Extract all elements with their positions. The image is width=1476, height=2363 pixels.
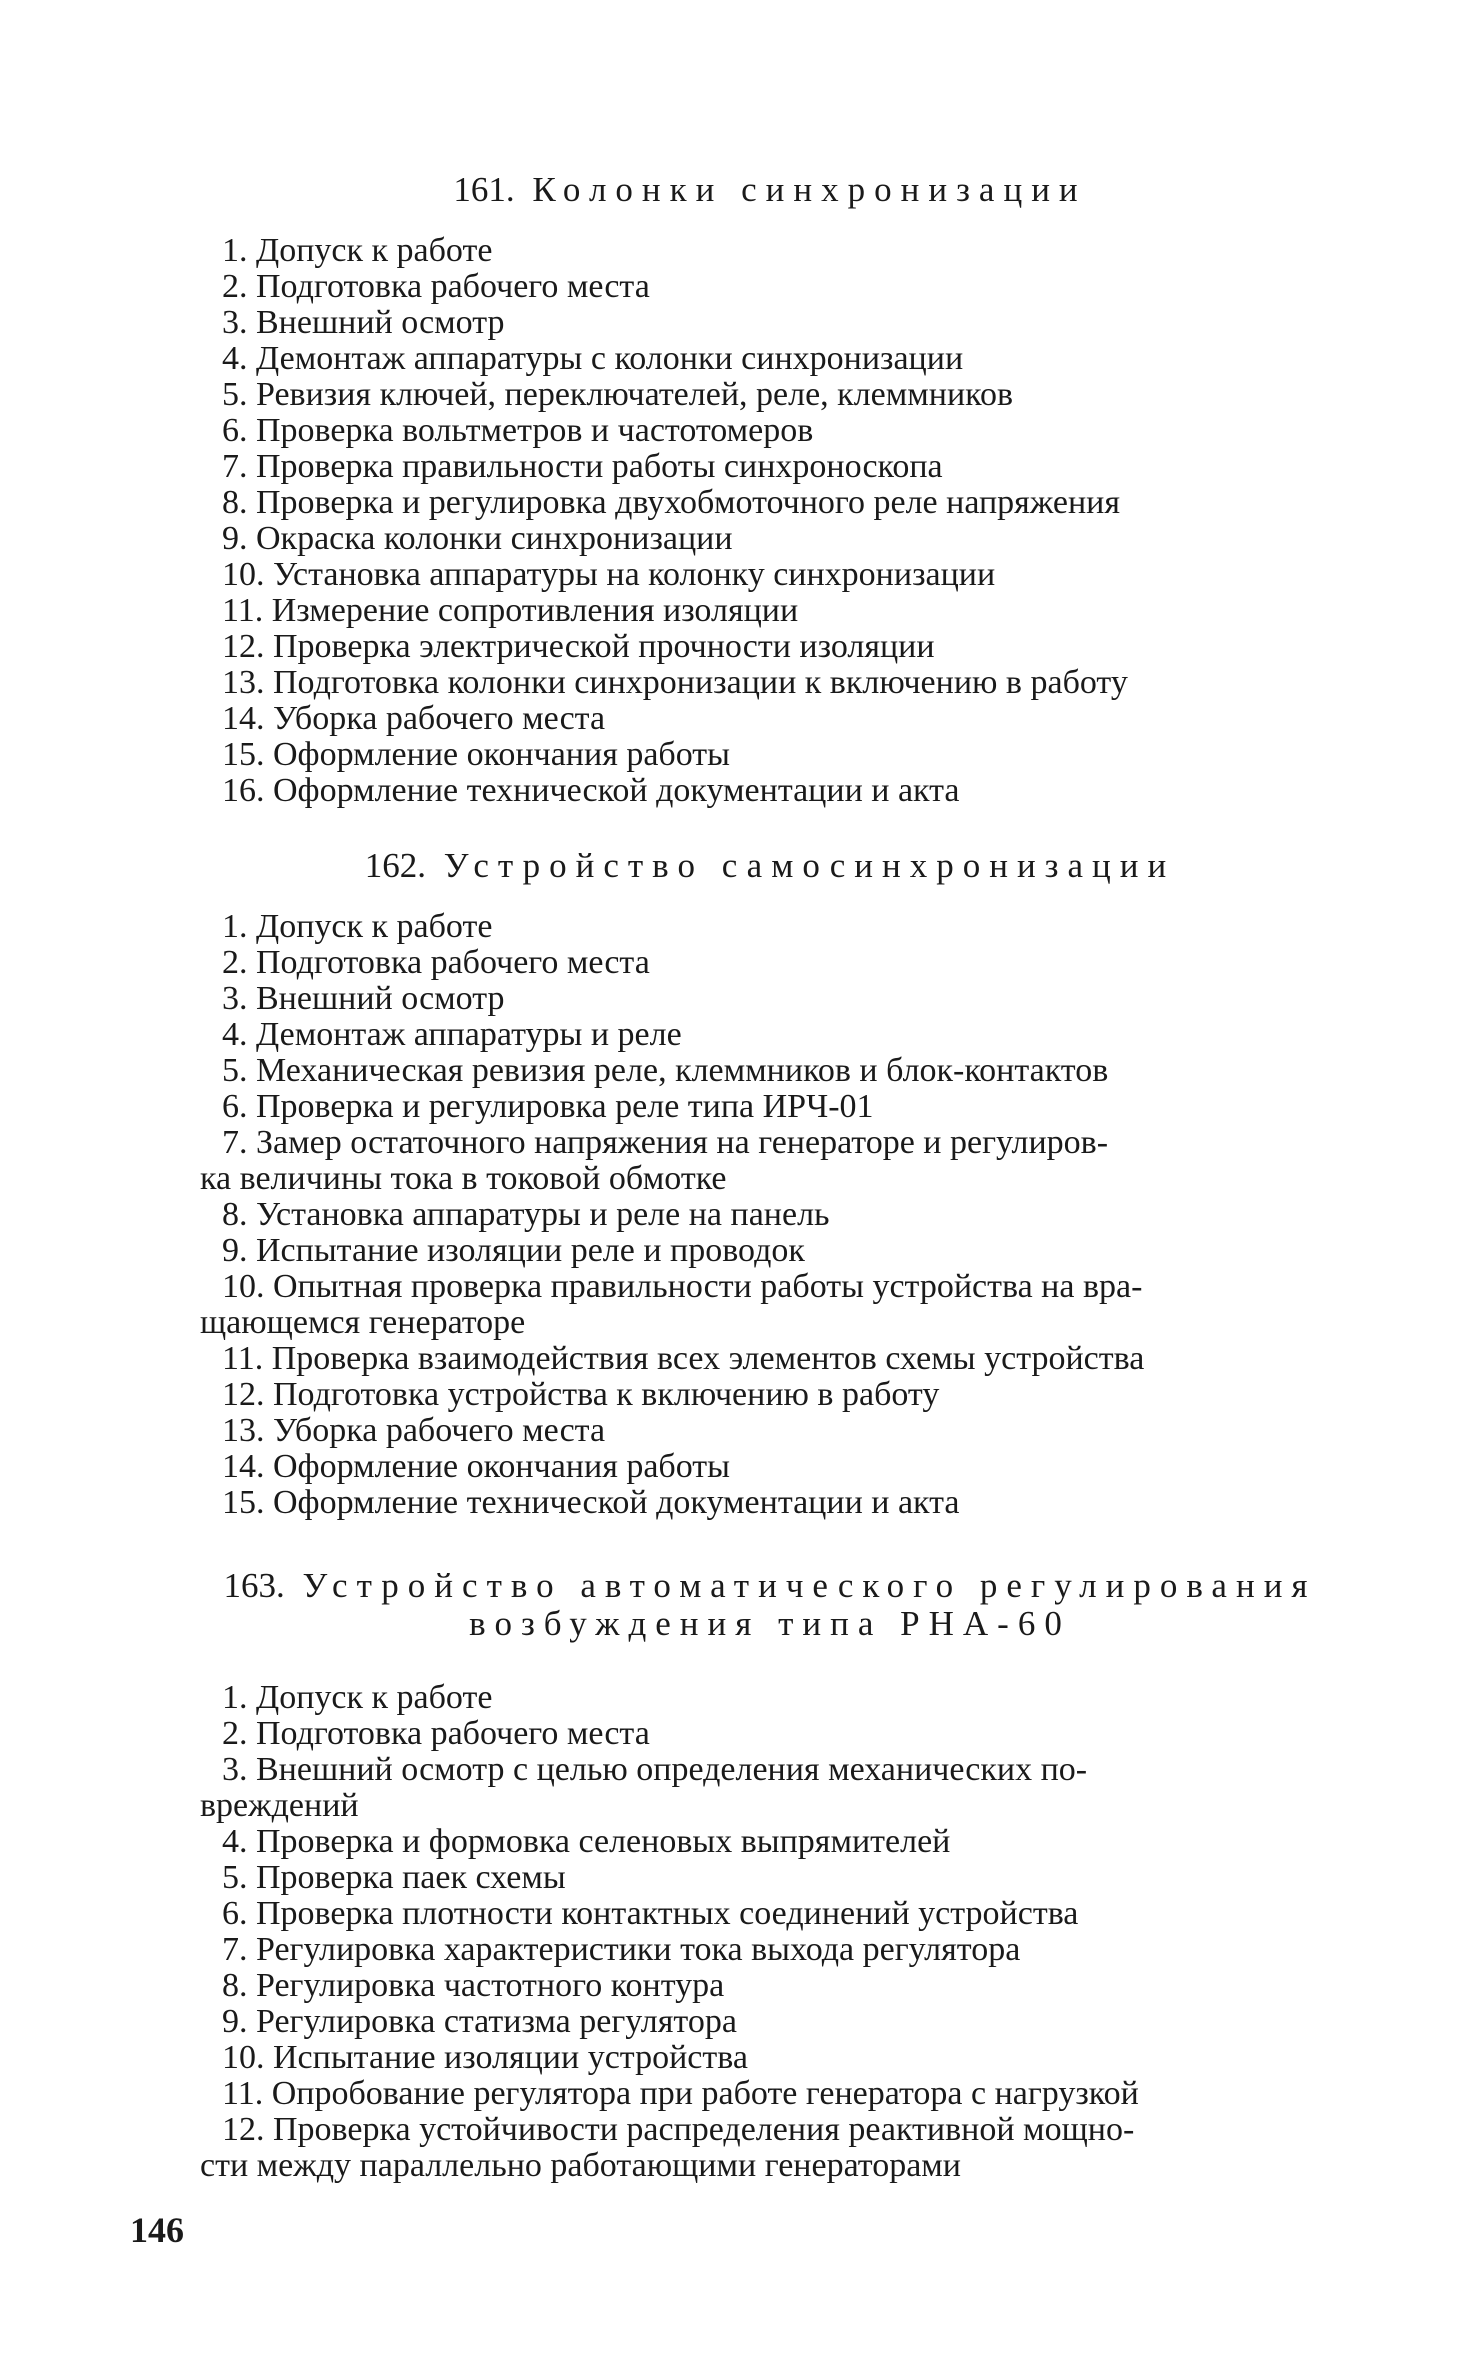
list-item: 9. Окраска колонки синхронизации [222, 520, 733, 557]
list-item-continuation: сти между параллельно работающими генераторами [200, 2147, 961, 2184]
section-title: Колонки синхронизации [532, 170, 1087, 209]
list-item: 12. Проверка устойчивости распределения реактивной мощно- [222, 2111, 1135, 2148]
list-item: 10. Опытная проверка правильности работы устройства на вра- [222, 1268, 1143, 1305]
list-item: 16. Оформление технической документации и акта [222, 772, 960, 809]
list-item: 14. Уборка рабочего места [222, 700, 606, 737]
list-item: 5. Проверка паек схемы [222, 1859, 566, 1896]
list-item: 4. Проверка и формовка селеновых выпрямителей [222, 1823, 951, 1860]
list-item: 8. Регулировка частотного контура [222, 1967, 725, 2004]
list-item: 11. Опробование регулятора при работе генератора с нагрузкой [222, 2075, 1139, 2112]
list-item: 4. Демонтаж аппаратуры с колонки синхронизации [222, 340, 964, 377]
list-item: 7. Регулировка характеристики тока выхода регулятора [222, 1931, 1021, 1968]
list-item: 1. Допуск к работе [222, 1679, 493, 1716]
list-item: 3. Внешний осмотр с целью определения механических по- [222, 1751, 1088, 1788]
list-item: 11. Измерение сопротивления изоляции [222, 592, 799, 629]
section-163-heading-line2 [200, 1606, 1340, 1642]
list-item: 3. Внешний осмотр [222, 980, 505, 1017]
list-item: 15. Оформление технической документации и акта [222, 1484, 960, 1521]
list-item: 9. Регулировка статизма регулятора [222, 2003, 737, 2040]
list-item: 9. Испытание изоляции реле и проводок [222, 1232, 805, 1269]
list-item: 14. Оформление окончания работы [222, 1448, 730, 1485]
list-item: 10. Установка аппаратуры на колонку синхронизации [222, 556, 996, 593]
section-title: Устройство самосинхронизации [443, 846, 1176, 885]
list-item: 12. Подготовка устройства к включению в работу [222, 1376, 940, 1413]
list-item: 7. Проверка правильности работы синхроноскопа [222, 448, 943, 485]
list-item: 10. Испытание изоляции устройства [222, 2039, 748, 2076]
list-item: 8. Проверка и регулировка двухобмоточного реле напряжения [222, 484, 1120, 521]
section-title-line2: возбуждения типа РНА-60 [469, 1604, 1071, 1643]
section-162-heading [200, 848, 1340, 884]
page-number: 146 [130, 2210, 184, 2250]
list-item: 13. Уборка рабочего места [222, 1412, 606, 1449]
list-item: 4. Демонтаж аппаратуры и реле [222, 1016, 682, 1053]
list-item: 11. Проверка взаимодействия всех элементов схемы устройства [222, 1340, 1145, 1377]
list-item: 2. Подготовка рабочего места [222, 268, 650, 305]
section-number: 163. [223, 1566, 285, 1605]
list-item: 12. Проверка электрической прочности изоляции [222, 628, 935, 665]
list-item: 1. Допуск к работе [222, 908, 493, 945]
list-item: 1. Допуск к работе [222, 232, 493, 269]
section-163-heading [200, 1568, 1340, 1604]
list-item-continuation: ка величины тока в токовой обмотке [200, 1160, 727, 1197]
list-item: 6. Проверка вольтметров и частотомеров [222, 412, 814, 449]
list-item: 15. Оформление окончания работы [222, 736, 730, 773]
list-item: 7. Замер остаточного напряжения на генераторе и регулиров- [222, 1124, 1109, 1161]
list-item: 6. Проверка и регулировка реле типа ИРЧ-01 [222, 1088, 874, 1125]
list-item: 5. Механическая ревизия реле, клеммников и блок-контактов [222, 1052, 1109, 1089]
list-item-continuation: вреждений [200, 1787, 359, 1824]
list-item-continuation: щающемся генераторе [200, 1304, 526, 1341]
list-item: 3. Внешний осмотр [222, 304, 505, 341]
list-item: 8. Установка аппаратуры и реле на панель [222, 1196, 830, 1233]
list-item: 13. Подготовка колонки синхронизации к включению в работу [222, 664, 1128, 701]
list-item: 6. Проверка плотности контактных соединений устройства [222, 1895, 1079, 1932]
list-item: 5. Ревизия ключей, переключателей, реле, клеммников [222, 376, 1014, 413]
list-item: 2. Подготовка рабочего места [222, 944, 650, 981]
section-number: 161. [453, 170, 515, 209]
section-number: 162. [364, 846, 427, 885]
list-item: 2. Подготовка рабочего места [222, 1715, 650, 1752]
section-title-line1: Устройство автоматического регулирования [302, 1566, 1317, 1605]
section-161-heading [200, 172, 1340, 208]
